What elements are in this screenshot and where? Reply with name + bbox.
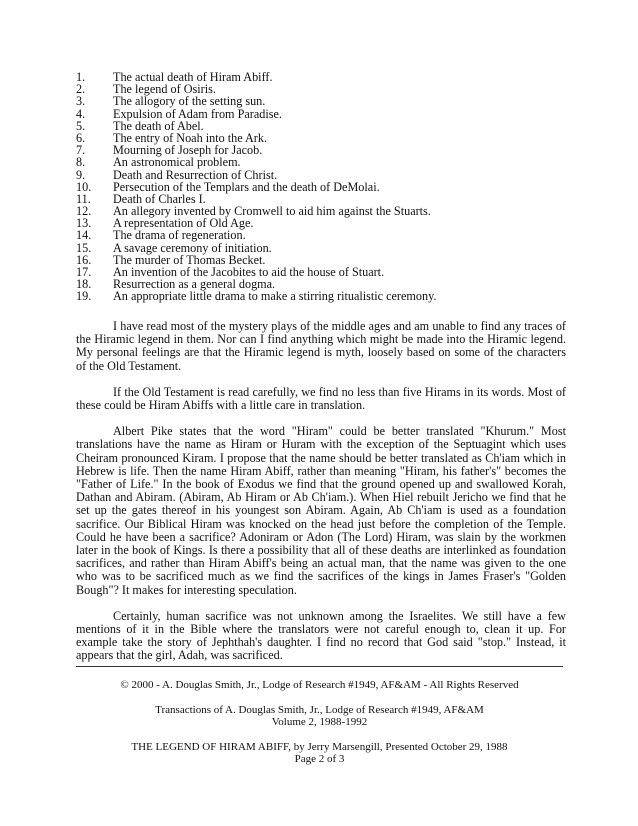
list-item: [76, 290, 576, 302]
list-text: An allegory invented by Cromwell to aid him against the Stuarts.: [113, 204, 431, 219]
list-number: 16.: [76, 252, 92, 267]
transactions-line: Transactions of A. Douglas Smith, Jr., Lodge of Research #1949, AF&AM: [155, 704, 484, 716]
paragraph: Certainly, human sacrifice was not unknown among the Israelites. We still have a few mentions of it in the Bible where the translators were not careful enough to, clean it up. For example take the story of Jephthah's daughter. I find no record that God said "stop." Instead, it appears that the girl, Adah, was sacrificed.: [76, 608, 566, 663]
list-number: 13.: [76, 216, 92, 231]
list-number: 8.: [76, 155, 86, 170]
theories-list: [76, 71, 576, 303]
list-text: Expulsion of Adam from Paradise.: [113, 106, 282, 121]
list-number: 10.: [76, 179, 92, 194]
list-number: 14.: [76, 228, 92, 243]
list-text: Death and Resurrection of Christ.: [113, 167, 278, 182]
list-text: Persecution of the Templars and the death of DeMolai.: [113, 179, 380, 194]
list-number: 1.: [76, 70, 86, 84]
list-text: The legend of Osiris.: [113, 82, 216, 97]
document-title-line: THE LEGEND OF HIRAM ABIFF, by Jerry Marsengill, Presented October 29, 1988: [131, 741, 508, 753]
list-text: Death of Charles I.: [113, 191, 206, 206]
footer-divider: [76, 666, 563, 667]
list-number: 9.: [76, 167, 86, 182]
list-item: [76, 95, 576, 107]
list-item: [76, 108, 576, 120]
paragraph: I have read most of the mystery plays of the middle ages and am unable to find any traces of the Hiramic legend in them. Nor can I find anything which might be made into the Hiramic legend. My personal feelings are that the Hiramic legend is myth, loosely based on some of the characters of the Old Testament.: [76, 319, 566, 373]
list-number: 11.: [76, 191, 91, 206]
list-number: 3.: [76, 94, 86, 109]
list-text: Mourning of Joseph for Jacob.: [113, 143, 263, 158]
list-text: The death of Abel.: [113, 118, 204, 133]
list-text: The actual death of Hiram Abiff.: [113, 70, 273, 84]
list-item: [76, 169, 576, 181]
list-text: A representation of Old Age.: [113, 216, 254, 231]
list-text: An astronomical problem.: [113, 155, 241, 170]
volume-line: Volume 2, 1988-1992: [271, 716, 368, 728]
copyright-line: © 2000 - A. Douglas Smith, Jr., Lodge of Research #1949, AF&AM - All Rights Reserved: [120, 679, 519, 691]
body-text: [76, 320, 566, 676]
list-text: A savage ceremony of initiation.: [113, 240, 272, 255]
list-number: 4.: [76, 106, 86, 121]
list-text: The drama of regeneration.: [113, 228, 246, 243]
list-number: 18.: [76, 277, 92, 292]
list-number: 15.: [76, 240, 92, 255]
list-item: [76, 156, 576, 168]
list-number: 12.: [76, 204, 92, 219]
page-number: Page 2 of 3: [294, 753, 345, 765]
list-text: The murder of Thomas Becket.: [113, 252, 266, 267]
list-item: [76, 242, 576, 254]
list-item: [76, 229, 576, 241]
list-number: 19.: [76, 289, 92, 304]
paragraph: If the Old Testament is read carefully, we find no less than five Hirams in its words. Most of these could be Hiram Abiffs with a little care in translation.: [76, 384, 566, 413]
paragraph: Albert Pike states that the word "Hiram" could be better translated "Khurum." Most translations have the name as Hiram or Huram with the exception of the Septuagint which uses Cheiram pronounced Kiram. I propose that the name should be better translated as Ch'iam which in Hebrew is life. Then the name Hiram Abiff, rather than meaning "Hiram, his father's" becomes the "Father of Life." In the book of Exodus we find that the ground opened up and swallowed Korah, Dathan and Abiram. (Abiram, Ab Hiram or Ab Ch'iam.). When Hiel rebuilt Jericho we find that he set up the gates thereof in his youngest son Abiram. Again, Ab Ch'iam is used as a foundation sacrifice. Our Biblical Hiram was knocked on the head just before the completion of the Temple. Could he have been a sacrifice? Adoniram or Adon (The Lord) Hiram, was slain by the workmen later in the book of Kings. Is there a possibility that all of these deaths are interlinked as foundation sacrifices, and rather than Hiram Abiff's being an actual man, that the name was given to the one who was to be sacrificed much as we find the sacrifices of the kings in James Fraser's "Golden Bough"? It makes for interesting speculation.: [76, 424, 566, 597]
page-footer: [76, 679, 563, 765]
list-number: 5.: [76, 118, 86, 133]
list-text: An appropriate little drama to make a stirring ritualistic ceremony.: [113, 289, 437, 304]
list-number: 6.: [76, 130, 86, 145]
list-text: An invention of the Jacobites to aid the house of Stuart.: [113, 265, 385, 279]
list-number: 7.: [76, 143, 86, 158]
list-number: 2.: [76, 82, 86, 97]
list-text: Resurrection as a general dogma.: [113, 277, 276, 292]
list-text: The entry of Noah into the Ark.: [113, 130, 267, 145]
list-number: 17.: [76, 265, 92, 279]
list-text: The allogory of the setting sun.: [113, 94, 266, 109]
